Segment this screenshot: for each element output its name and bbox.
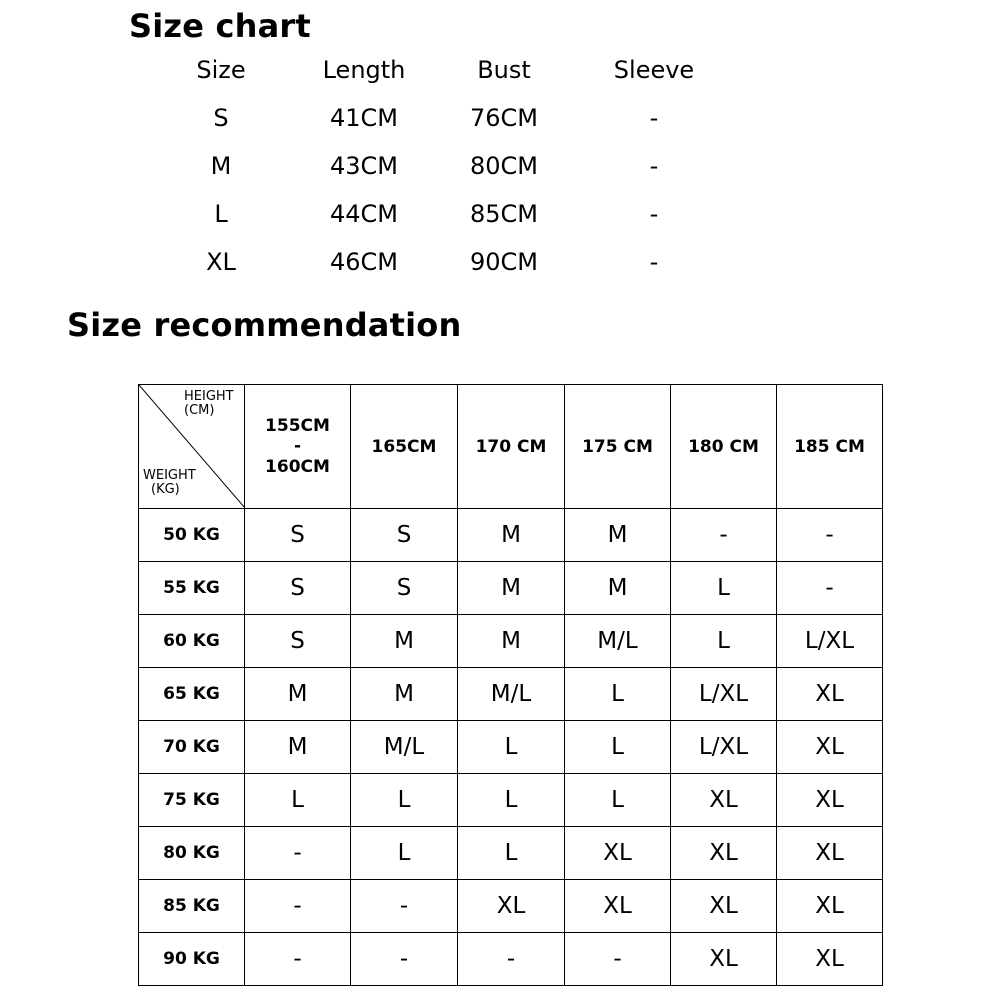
size-recommendation-table: [138, 384, 883, 986]
size-chart-cell-sleeve: -: [649, 152, 659, 180]
size-cell: -: [777, 509, 883, 562]
size-cell: M: [458, 615, 565, 668]
size-chart-cell-bust: 90CM: [469, 248, 538, 276]
size-cell: M/L: [458, 668, 565, 721]
size-cell: XL: [565, 827, 671, 880]
size-cell: XL: [777, 774, 883, 827]
size-cell: L: [458, 827, 565, 880]
size-cell: M/L: [351, 721, 458, 774]
table-row: [139, 827, 883, 880]
table-row: [139, 509, 883, 562]
height-header: 175 CM: [565, 385, 671, 509]
weight-label: 70 KG: [139, 721, 245, 774]
size-cell: L: [351, 774, 458, 827]
size-cell: M: [458, 562, 565, 615]
size-cell: M: [565, 509, 671, 562]
weight-label: 75 KG: [139, 774, 245, 827]
size-chart-cell-bust: 85CM: [469, 200, 538, 228]
size-cell: -: [458, 933, 565, 986]
size-cell: L: [245, 774, 351, 827]
size-chart-cell-length: 41CM: [329, 104, 398, 132]
size-cell: M/L: [565, 615, 671, 668]
size-chart-title: Size chart: [129, 7, 311, 45]
size-cell: -: [351, 880, 458, 933]
size-chart-cell-size: S: [213, 104, 229, 132]
size-chart-cell-size: M: [210, 152, 232, 180]
size-cell: XL: [565, 880, 671, 933]
table-row: [139, 933, 883, 986]
size-cell: XL: [777, 668, 883, 721]
size-cell: M: [351, 668, 458, 721]
size-cell: L: [671, 615, 777, 668]
size-cell: L: [565, 668, 671, 721]
weight-label: 50 KG: [139, 509, 245, 562]
size-chart-header-bust: Bust: [477, 56, 531, 84]
height-header-row: [139, 385, 883, 509]
size-cell: L/XL: [671, 721, 777, 774]
table-row: [139, 774, 883, 827]
size-cell: L: [565, 721, 671, 774]
size-chart-cell-sleeve: -: [649, 104, 659, 132]
height-header: 185 CM: [777, 385, 883, 509]
table-row: [139, 615, 883, 668]
size-chart-cell-sleeve: -: [649, 248, 659, 276]
size-chart-cell-bust: 80CM: [469, 152, 538, 180]
size-cell: L/XL: [777, 615, 883, 668]
size-chart-cell-length: 46CM: [329, 248, 398, 276]
corner-header-cell: [139, 385, 245, 509]
size-cell: S: [245, 615, 351, 668]
size-cell: S: [351, 562, 458, 615]
size-cell: S: [245, 509, 351, 562]
size-chart-header-sleeve: Sleeve: [613, 56, 695, 84]
weight-label: 60 KG: [139, 615, 245, 668]
size-cell: M: [351, 615, 458, 668]
size-cell: XL: [777, 721, 883, 774]
size-cell: -: [245, 827, 351, 880]
table-row: [139, 562, 883, 615]
size-chart-cell-length: 43CM: [329, 152, 398, 180]
size-cell: XL: [777, 827, 883, 880]
size-chart-header-size: Size: [196, 56, 246, 84]
size-cell: -: [351, 933, 458, 986]
size-chart-cell-size: XL: [206, 248, 236, 276]
size-cell: XL: [671, 774, 777, 827]
weight-label: 80 KG: [139, 827, 245, 880]
size-cell: M: [458, 509, 565, 562]
size-cell: XL: [671, 933, 777, 986]
size-chart-cell-length: 44CM: [329, 200, 398, 228]
size-cell: S: [351, 509, 458, 562]
size-cell: M: [245, 721, 351, 774]
size-recommendation-title: Size recommendation: [67, 306, 462, 344]
size-cell: -: [671, 509, 777, 562]
size-cell: XL: [671, 827, 777, 880]
height-header: 180 CM: [671, 385, 777, 509]
size-cell: -: [245, 880, 351, 933]
size-cell: -: [565, 933, 671, 986]
weight-label: 85 KG: [139, 880, 245, 933]
size-cell: XL: [458, 880, 565, 933]
size-cell: XL: [777, 880, 883, 933]
size-cell: L/XL: [671, 668, 777, 721]
size-cell: L: [671, 562, 777, 615]
weight-axis-label: WEIGHT (KG): [143, 468, 196, 498]
size-cell: L: [351, 827, 458, 880]
height-header: 170 CM: [458, 385, 565, 509]
size-cell: XL: [777, 933, 883, 986]
size-chart-cell-bust: 76CM: [469, 104, 538, 132]
size-cell: L: [458, 774, 565, 827]
size-cell: L: [458, 721, 565, 774]
size-chart-header-length: Length: [322, 56, 406, 84]
table-row: [139, 668, 883, 721]
weight-label: 90 KG: [139, 933, 245, 986]
weight-label: 55 KG: [139, 562, 245, 615]
height-header-155-160: 155CM - 160CM: [245, 385, 351, 509]
table-row: [139, 880, 883, 933]
size-chart-cell-size: L: [214, 200, 228, 228]
height-axis-label: HEIGHT (CM): [184, 389, 234, 419]
table-row: [139, 721, 883, 774]
size-cell: -: [777, 562, 883, 615]
weight-label: 65 KG: [139, 668, 245, 721]
size-chart-cell-sleeve: -: [649, 200, 659, 228]
size-cell: M: [245, 668, 351, 721]
size-cell: XL: [671, 880, 777, 933]
size-cell: M: [565, 562, 671, 615]
height-header: 165CM: [351, 385, 458, 509]
size-cell: S: [245, 562, 351, 615]
size-cell: -: [245, 933, 351, 986]
size-cell: L: [565, 774, 671, 827]
